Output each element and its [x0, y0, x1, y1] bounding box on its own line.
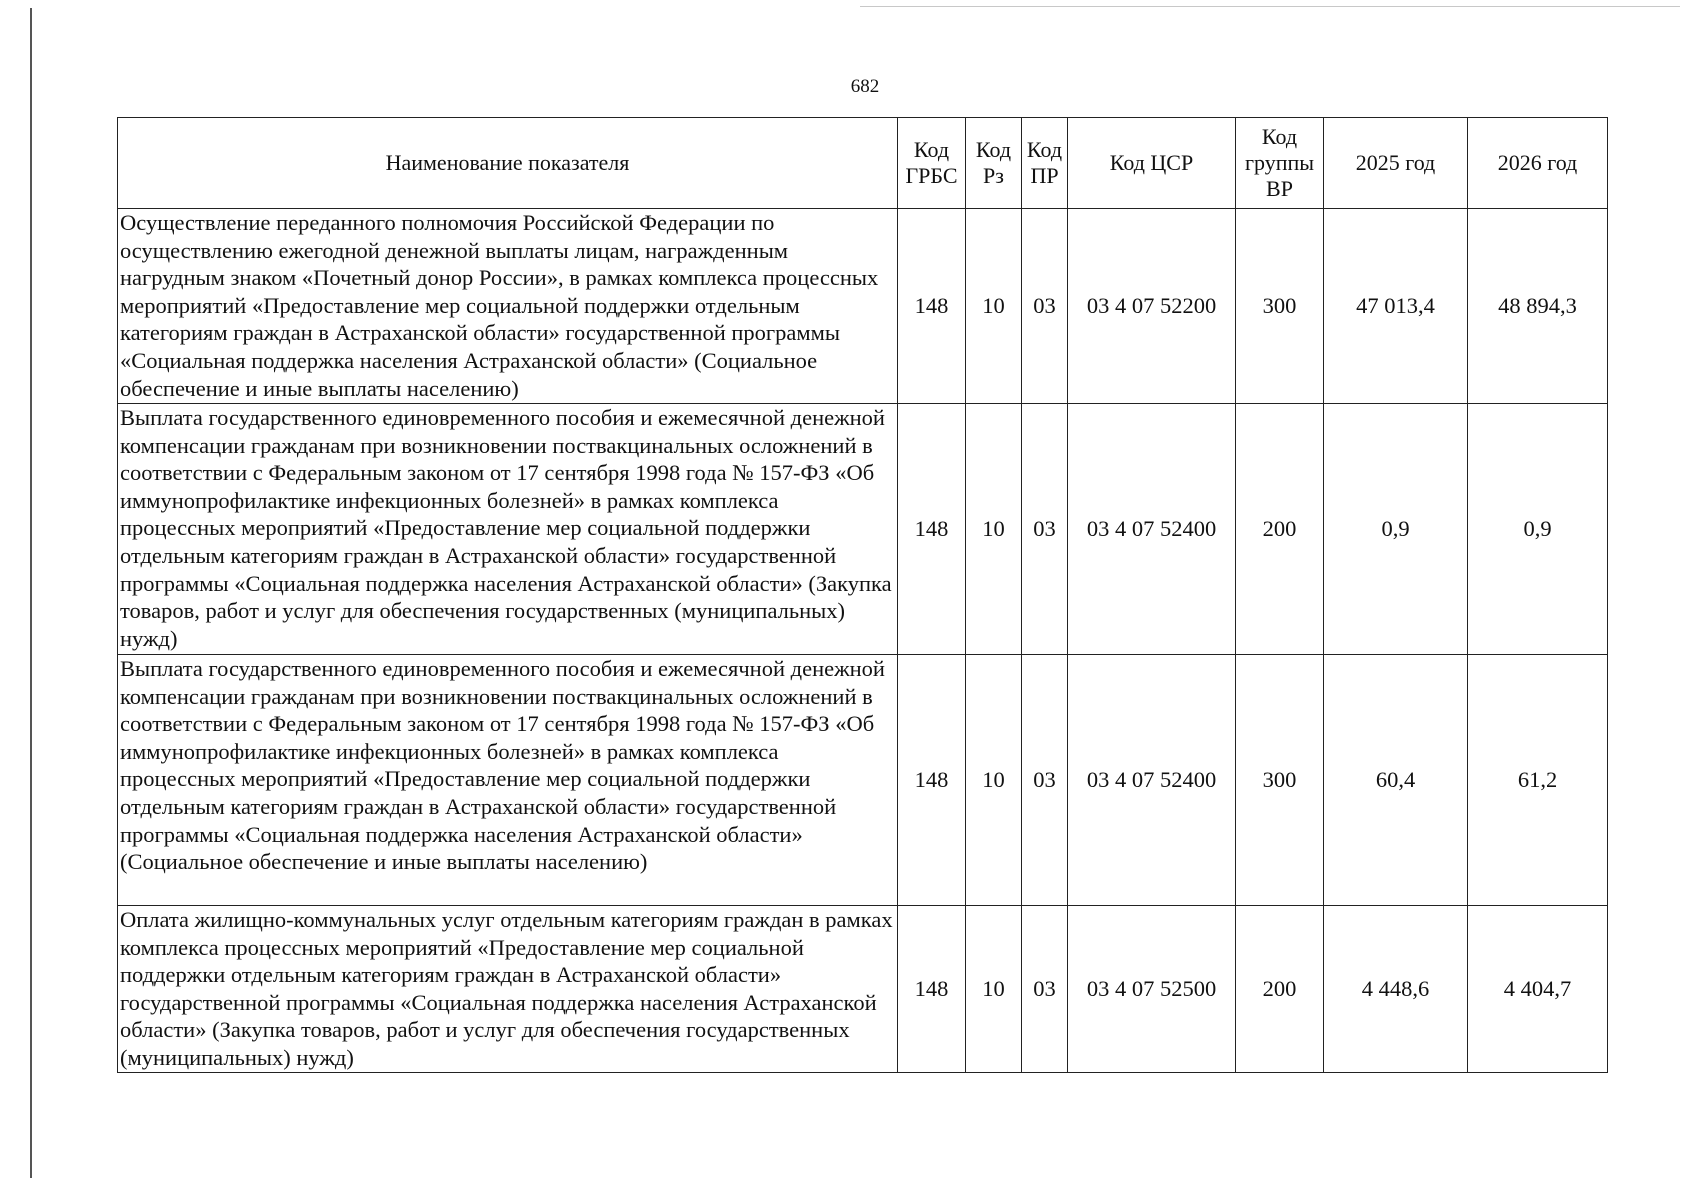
cell-grbs: 148 — [898, 906, 966, 1073]
cell-rz: 10 — [966, 906, 1022, 1073]
cell-2026: 61,2 — [1468, 655, 1608, 906]
cell-name: Выплата государственного единовременного пособия и ежемесячной денежной компенсации гражданам при возникновении поствакцинальных осложнений в соответствии с Федеральным законом от 17 сентября 1998 года № 157-ФЗ «Об иммунопрофилактике инфекционных болезней» в рамках комплекса процессных мероприятий «Предоставление мер социальной поддержки отдельным категориям граждан в Астраханской области» государственной программы «Социальная поддержка населения Астраханской области» (Социальное обеспечение и иные выплаты населению) — [118, 655, 898, 906]
header-grbs: Код ГРБС — [898, 118, 966, 209]
table-header-row — [118, 118, 1608, 209]
cell-grbs: 148 — [898, 655, 966, 906]
cell-vr: 200 — [1236, 404, 1324, 655]
cell-rz: 10 — [966, 404, 1022, 655]
table-row — [118, 906, 1608, 1073]
cell-vr: 300 — [1236, 209, 1324, 404]
cell-2025: 47 013,4 — [1324, 209, 1468, 404]
cell-2025: 4 448,6 — [1324, 906, 1468, 1073]
cell-grbs: 148 — [898, 404, 966, 655]
cell-2026: 4 404,7 — [1468, 906, 1608, 1073]
cell-csr: 03 4 07 52200 — [1068, 209, 1236, 404]
header-csr: Код ЦСР — [1068, 118, 1236, 209]
cell-2025: 60,4 — [1324, 655, 1468, 906]
header-pr: Код ПР — [1022, 118, 1068, 209]
header-name: Наименование показателя — [118, 118, 898, 209]
cell-rz: 10 — [966, 209, 1022, 404]
table-row — [118, 404, 1608, 655]
cell-2026: 48 894,3 — [1468, 209, 1608, 404]
header-2025: 2025 год — [1324, 118, 1468, 209]
cell-grbs: 148 — [898, 209, 966, 404]
scan-edge-line — [30, 8, 32, 1178]
cell-csr: 03 4 07 52400 — [1068, 404, 1236, 655]
cell-vr: 300 — [1236, 655, 1324, 906]
header-vr: Код группы ВР — [1236, 118, 1324, 209]
cell-name: Оплата жилищно-коммунальных услуг отдельным категориям граждан в рамках комплекса процессных мероприятий «Предоставление мер социальной поддержки отдельным категориям граждан в Астраханской области» государственной программы «Социальная поддержка населения Астраханской области» (Закупка товаров, работ и услуг для обеспечения государственных (муниципальных) нужд) — [118, 906, 898, 1073]
cell-rz: 10 — [966, 655, 1022, 906]
cell-2025: 0,9 — [1324, 404, 1468, 655]
cell-pr: 03 — [1022, 906, 1068, 1073]
cell-csr: 03 4 07 52500 — [1068, 906, 1236, 1073]
cell-2026: 0,9 — [1468, 404, 1608, 655]
cell-pr: 03 — [1022, 655, 1068, 906]
cell-pr: 03 — [1022, 404, 1068, 655]
cell-pr: 03 — [1022, 209, 1068, 404]
header-rz: Код Рз — [966, 118, 1022, 209]
budget-table — [117, 117, 1608, 1073]
cell-name: Выплата государственного единовременного пособия и ежемесячной денежной компенсации гражданам при возникновении поствакцинальных осложнений в соответствии с Федеральным законом от 17 сентября 1998 года № 157-ФЗ «Об иммунопрофилактике инфекционных болезней» в рамках комплекса процессных мероприятий «Предоставление мер социальной поддержки отдельным категориям граждан в Астраханской области» государственной программы «Социальная поддержка населения Астраханской области» (Закупка товаров, работ и услуг для обеспечения государственных (муниципальных) нужд) — [118, 404, 898, 655]
table-row — [118, 209, 1608, 404]
cell-name: Осуществление переданного полномочия Российской Федерации по осуществлению ежегодной денежной выплаты лицам, награжденным нагрудным знаком «Почетный донор России», в рамках комплекса процессных мероприятий «Предоставление мер социальной поддержки отдельным категориям граждан в Астраханской области» государственной программы «Социальная поддержка населения Астраханской области» (Социальное обеспечение и иные выплаты населению) — [118, 209, 898, 404]
header-2026: 2026 год — [1468, 118, 1608, 209]
cell-vr: 200 — [1236, 906, 1324, 1073]
cell-csr: 03 4 07 52400 — [1068, 655, 1236, 906]
scan-top-edge — [860, 6, 1680, 7]
table-row — [118, 655, 1608, 906]
page-number: 682 — [850, 76, 880, 97]
